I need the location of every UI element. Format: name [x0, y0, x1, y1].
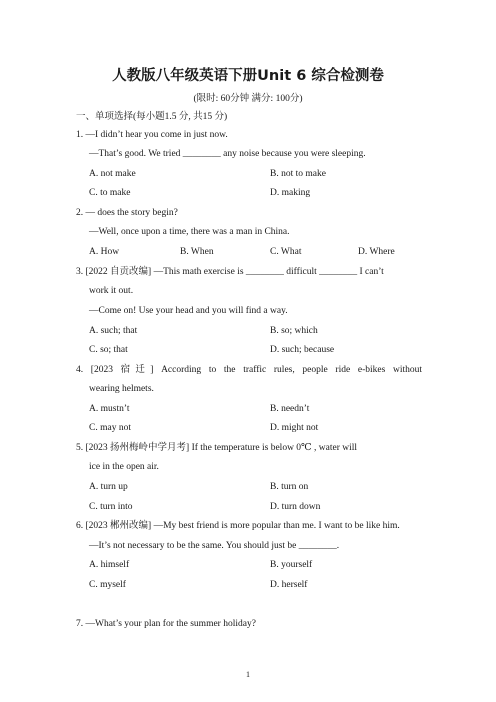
question-3-stem: 3. [2022 自贡改编] —This math exercise is ________ difficult ________ I can’t — [76, 267, 384, 277]
question-4-option-a: A. mustn’t — [89, 404, 130, 414]
question-5-stem: 5. [2023 扬州梅岭中学月考] If the temperature is below 0℃ , water will — [76, 443, 358, 453]
page-title: 人教版八年级英语下册Unit 6 综合检测卷 — [112, 68, 384, 84]
question-6-stem: 6. [2023 郴州改编] —My best friend is more popular than me. I want to be like him. — [76, 521, 400, 531]
question-3-option-d: D. such; because — [270, 345, 335, 355]
page-number: 1 — [246, 670, 250, 679]
question-3-option-c: C. so; that — [89, 345, 128, 355]
question-2-option-c: C. What — [270, 247, 302, 257]
question-6-option-c: C. myself — [89, 580, 126, 590]
question-1-option-a: A. not make — [89, 169, 136, 179]
question-4-stem: 4. [2023 宿迁] According to the traffic rules, people ride e-bikes without — [76, 365, 422, 375]
question-1-option-b: B. not to make — [270, 169, 326, 179]
question-2-option-b: B. When — [180, 247, 214, 257]
question-6-option-d: D. herself — [270, 580, 308, 590]
question-4-continuation: wearing helmets. — [89, 384, 154, 394]
question-2-option-d: D. Where — [358, 247, 395, 257]
question-5-option-b: B. turn on — [270, 482, 309, 492]
question-3-option-b: B. so; which — [270, 326, 318, 336]
question-2-option-a: A. How — [89, 247, 120, 257]
question-1-option-d: D. making — [270, 188, 311, 198]
question-5-continuation: ice in the open air. — [89, 462, 159, 472]
question-4-option-d: D. might not — [270, 423, 319, 433]
question-5-option-c: C. turn into — [89, 502, 133, 512]
question-5-option-a: A. turn up — [89, 482, 128, 492]
question-1-option-c: C. to make — [89, 188, 131, 198]
question-6-option-a: A. himself — [89, 560, 130, 570]
question-6-option-b: B. yourself — [270, 560, 313, 570]
question-3-continuation: work it out. — [89, 286, 134, 296]
question-1-stem: 1. —I didn’t hear you come in just now. — [76, 130, 228, 140]
question-3-line2: —Come on! Use your head and you will find a way. — [89, 306, 288, 316]
question-4-option-b: B. needn’t — [270, 404, 310, 414]
section-heading: 一、单项选择(每小题1.5 分, 共15 分) — [76, 112, 228, 122]
page-subtitle: (限时: 60分钟 满分: 100分) — [193, 94, 303, 104]
question-6-line2: —It’s not necessary to be the same. You should just be ________. — [89, 541, 340, 551]
question-2-line2: —Well, once upon a time, there was a man in China. — [89, 227, 290, 237]
question-3-option-a: A. such; that — [89, 326, 138, 336]
question-7-stem: 7. —What’s your plan for the summer holiday? — [76, 619, 256, 629]
question-4-option-c: C. may not — [89, 423, 131, 433]
question-2-stem: 2. — does the story begin? — [76, 208, 178, 218]
question-5-option-d: D. turn down — [270, 502, 321, 512]
question-1-line2: —That’s good. We tried ________ any noise because you were sleeping. — [89, 149, 366, 159]
